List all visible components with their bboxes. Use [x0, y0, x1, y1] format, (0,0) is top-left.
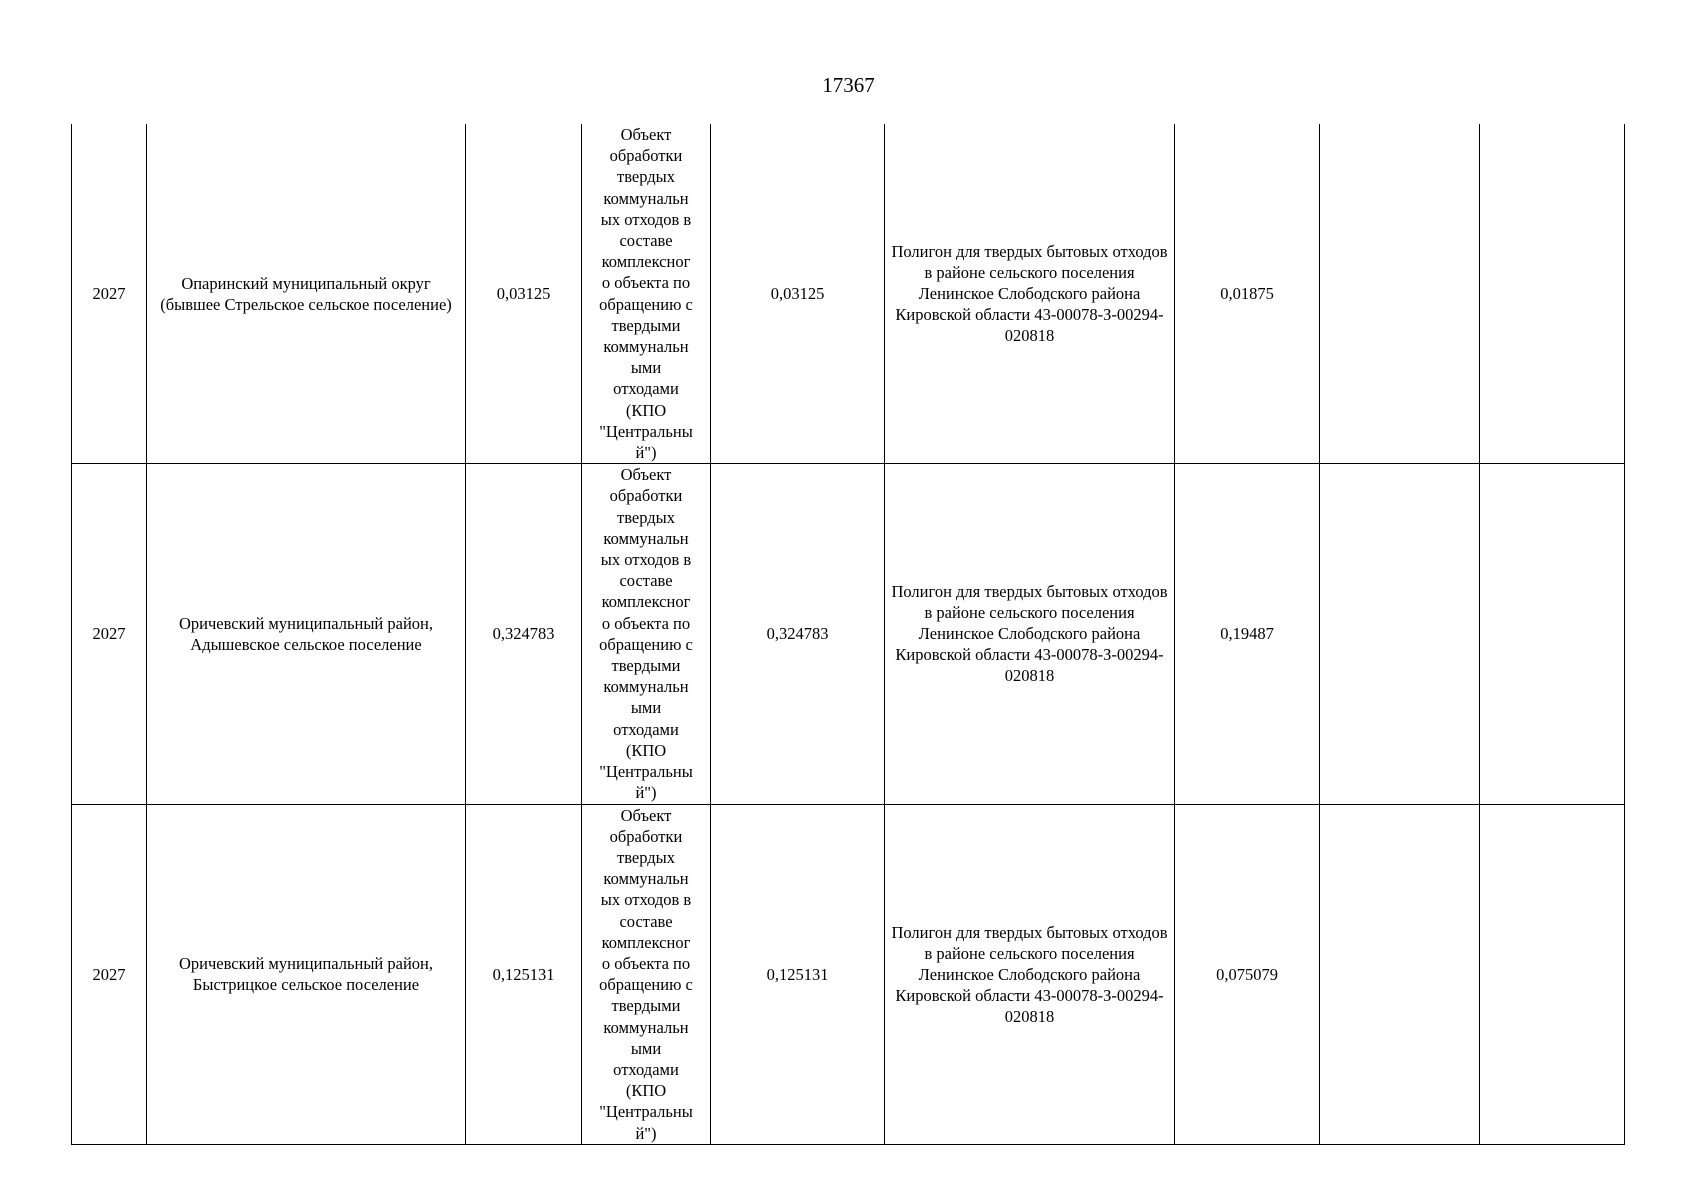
empty-cell — [1320, 124, 1480, 464]
object-line: комплексног — [601, 932, 691, 952]
object-line: составе — [619, 231, 673, 251]
value2-cell — [711, 124, 885, 464]
year-text: 2027 — [92, 624, 126, 644]
object-line: отходами — [613, 1059, 679, 1079]
object-line: отходами — [613, 379, 679, 399]
object-line: комплексног — [601, 592, 691, 612]
empty-cell — [1480, 124, 1625, 464]
value2-text: 0,125131 — [766, 964, 829, 984]
object-line: Объект — [620, 465, 672, 485]
value1-cell — [466, 464, 582, 804]
municipality-cell — [147, 464, 466, 804]
object-line: ых отходов в — [600, 890, 692, 910]
object-line: й") — [635, 1123, 657, 1143]
object-line: обращению с — [599, 975, 693, 995]
object-line: отходами — [613, 719, 679, 739]
object-line: "Центральны — [599, 1102, 693, 1122]
object-line: "Центральны — [599, 762, 693, 782]
object-line: твердыми — [611, 996, 681, 1016]
value2-text: 0,03125 — [770, 284, 825, 304]
landfill-cell — [885, 804, 1175, 1144]
object-line: обработки — [609, 486, 683, 506]
municipality-text: Оричевский муниципальный район, Быстрицкое сельское поселение — [179, 954, 433, 995]
landfill-cell — [885, 464, 1175, 804]
object-line: ых отходов в — [600, 209, 692, 229]
value1-text: 0,03125 — [496, 284, 551, 304]
object-line: твердыми — [611, 315, 681, 335]
value3-cell — [1175, 804, 1320, 1144]
municipality-cell — [147, 804, 466, 1144]
object-line: обработки — [609, 146, 683, 166]
object-line: твердых — [617, 507, 675, 527]
value1-cell — [466, 124, 582, 464]
object-line: ыми — [630, 1038, 662, 1058]
landfill-text: Полигон для твердых бытовых отходов в районе сельского поселения Ленинское Слободского района Кировской области 43-00078-З-00294-020818 — [891, 922, 1168, 1026]
value3-cell — [1175, 464, 1320, 804]
object-line: (КПО — [625, 1081, 667, 1101]
value2-cell — [711, 804, 885, 1144]
object-line: комплексног — [601, 252, 691, 272]
landfill-text: Полигон для твердых бытовых отходов в районе сельского поселения Ленинское Слободского района Кировской области 43-00078-З-00294-020818 — [891, 242, 1168, 346]
object-line: (КПО — [625, 740, 667, 760]
table-row — [72, 124, 1625, 464]
value2-text: 0,324783 — [766, 624, 829, 644]
object-line: твердыми — [611, 656, 681, 676]
object-line: Объект — [620, 125, 672, 144]
empty-cell — [1320, 804, 1480, 1144]
object-line: о объекта по — [601, 953, 691, 973]
object-line: обработки — [609, 826, 683, 846]
object-line: (КПО — [625, 400, 667, 420]
value3-cell — [1175, 124, 1320, 464]
object-line: ых отходов в — [600, 550, 692, 570]
empty-cell — [1480, 804, 1625, 1144]
year-cell — [72, 124, 147, 464]
value3-text: 0,075079 — [1216, 964, 1278, 984]
value2-cell — [711, 464, 885, 804]
object-line: коммунальн — [603, 869, 689, 889]
value3-text: 0,01875 — [1220, 284, 1274, 304]
table-row — [72, 464, 1625, 804]
object-line: составе — [619, 911, 673, 931]
object-cell — [582, 804, 711, 1144]
object-line: коммунальн — [603, 677, 689, 697]
object-line: обращению с — [599, 294, 693, 314]
empty-cell — [1480, 464, 1625, 804]
object-line: о объекта по — [601, 613, 691, 633]
year-text: 2027 — [92, 964, 126, 984]
object-line: коммунальн — [603, 337, 689, 357]
value1-text: 0,324783 — [492, 624, 555, 644]
page-number: 17367 — [822, 73, 875, 97]
object-line: ыми — [630, 358, 662, 378]
object-cell — [582, 124, 711, 464]
object-line: коммунальн — [603, 1017, 689, 1037]
value1-text: 0,125131 — [492, 964, 555, 984]
year-cell — [72, 464, 147, 804]
value1-cell — [466, 804, 582, 1144]
year-text: 2027 — [92, 284, 126, 304]
object-line: "Центральны — [599, 421, 693, 441]
object-line: й") — [635, 443, 657, 463]
year-cell — [72, 804, 147, 1144]
object-line: твердых — [617, 847, 675, 867]
object-line: твердых — [617, 167, 675, 187]
object-line: о объекта по — [601, 273, 691, 293]
municipality-text: Оричевский муниципальный район, Адышевское сельское поселение — [179, 613, 433, 654]
value3-text: 0,19487 — [1220, 624, 1274, 644]
object-cell — [582, 464, 711, 804]
municipality-text: Опаринский муниципальный округ (бывшее Стрельское сельское поселение) — [160, 273, 452, 314]
object-line: составе — [619, 571, 673, 591]
table-row — [72, 804, 1625, 1144]
object-line: Объект — [620, 805, 672, 825]
landfill-text: Полигон для твердых бытовых отходов в районе сельского поселения Ленинское Слободского района Кировской области 43-00078-З-00294-020818 — [891, 582, 1168, 686]
object-line: ыми — [630, 698, 662, 718]
waste-flow-table — [71, 124, 1625, 1145]
landfill-cell — [885, 124, 1175, 464]
object-line: й") — [635, 783, 657, 803]
empty-cell — [1320, 464, 1480, 804]
municipality-cell — [147, 124, 466, 464]
object-line: обращению с — [599, 634, 693, 654]
object-line: коммунальн — [603, 528, 689, 548]
object-line: коммунальн — [603, 188, 689, 208]
